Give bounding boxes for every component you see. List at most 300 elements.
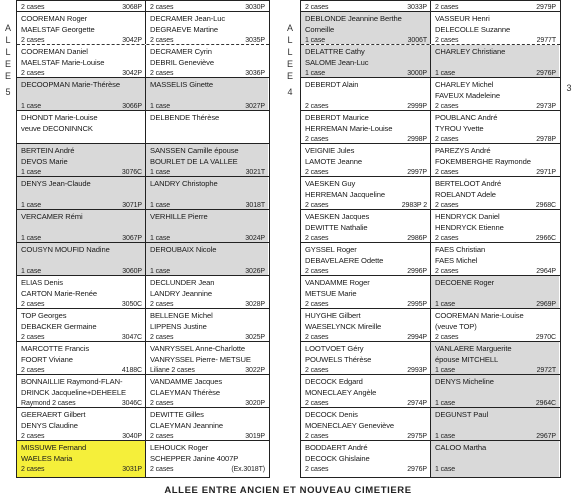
plot-name-line: HUYGHE Gilbert: [305, 311, 361, 320]
plot-name-line: COOREMAN Daniel: [21, 47, 88, 56]
plot-name-line: CALOO Martha: [435, 443, 487, 452]
plot-case-count: 1 case: [21, 235, 42, 242]
plot-name-line: TYROU Yvette: [435, 124, 484, 134]
grave-plot: [301, 1, 430, 11]
plot-reference: 3060P: [122, 268, 142, 275]
plot-reference: 3031P: [122, 466, 142, 474]
grave-plot: [430, 1, 559, 11]
plot-case-count: 1 case: [150, 268, 171, 275]
plot-name-line: CHARLEY Christiane: [435, 47, 506, 56]
plot-name-line: DECLUNDER Jean: [150, 278, 215, 287]
allee-letter: L: [287, 35, 293, 45]
plot-case-count: 2 cases: [435, 37, 459, 44]
grave-plot: [301, 144, 430, 176]
grave-plot: [430, 210, 559, 242]
plot-reference: 3025P: [245, 334, 265, 341]
grave-plot: [301, 210, 430, 242]
plot-reference: 3024P: [245, 235, 265, 242]
allee-letter: L: [5, 35, 11, 45]
plot-name-line: LOOTVOET Géry: [305, 344, 364, 353]
plot-name-line: DEGUNST Paul: [435, 410, 489, 419]
plot-name-line: BERTEIN André: [21, 146, 75, 155]
plot-case-info: [150, 167, 265, 176]
plot-case-count: 2 cases: [305, 103, 329, 110]
plot-case-count: 2 cases: [435, 136, 459, 143]
plot-reference: 3022P: [245, 367, 265, 374]
plot-case-info: [21, 68, 142, 77]
plot-case-count: 1 case: [435, 400, 456, 407]
plot-case-count: 2 cases: [435, 268, 459, 275]
plot-case-count: 2 cases: [435, 334, 459, 341]
plot-name-line: MASSELIS Ginette: [150, 80, 213, 89]
plot-case-count: 1 case: [150, 202, 171, 209]
plot-reference: 3036P: [245, 70, 265, 77]
plot-case-info: [435, 398, 556, 407]
plot-case-count: 2 cases: [21, 37, 45, 44]
grave-plot: [17, 1, 145, 11]
grave-plot: [301, 375, 430, 407]
plot-case-count: 1 case: [305, 37, 326, 44]
grave-row: [17, 77, 269, 110]
plot-case-count: Raymond 2 cases: [21, 400, 76, 407]
grave-plot: [430, 375, 559, 407]
grave-row: [17, 11, 269, 44]
plot-name-line: MAELSTAF Georgette: [21, 25, 95, 35]
plot-case-count: 2 cases: [305, 235, 329, 242]
plot-reference: (Ex.3018T): [231, 466, 265, 474]
grave-plot: [17, 111, 145, 143]
plot-case-info: [435, 2, 556, 11]
plot-case-count: 2 cases: [435, 4, 459, 11]
plot-reference: 2994P: [407, 334, 427, 341]
plot-case-count: 1 case: [21, 202, 42, 209]
plot-reference: 2973P: [536, 103, 556, 110]
plot-case-info: [21, 365, 142, 374]
plot-case-count: 2 cases: [21, 334, 45, 341]
plot-name-line: DENYS Micheline: [435, 377, 494, 386]
plot-case-count: 2 cases: [305, 334, 329, 341]
grave-row: [301, 11, 560, 44]
allee-3-label: [563, 82, 575, 94]
plot-reference: 2999P: [407, 103, 427, 110]
grave-plot: [430, 441, 559, 477]
allee-letter: E: [286, 59, 293, 69]
plot-case-info: [305, 398, 427, 407]
grave-plot: [301, 111, 430, 143]
plot-name-line: CLAEYMAN Thérèse: [150, 388, 221, 398]
plot-name-line: DEVOS Marie: [21, 157, 68, 167]
plot-case-count: 2 cases: [150, 400, 174, 407]
plot-reference: 3021T: [245, 169, 265, 176]
grave-plot: [301, 408, 430, 440]
allee-letter: E: [4, 59, 11, 69]
plot-case-count: 2 cases: [150, 433, 174, 440]
plot-name-line: BELLENGE Michel: [150, 311, 213, 320]
plot-case-count: 2 cases: [21, 433, 45, 440]
plot-reference: 2995P: [407, 301, 427, 308]
plot-case-info: [305, 200, 427, 209]
plot-reference: 2967P: [536, 433, 556, 440]
plot-case-count: 2 cases: [305, 301, 329, 308]
plot-case-info: [435, 464, 556, 475]
plot-name-line: DEBAVELAERE Odette: [305, 256, 384, 266]
plot-reference: 2975P: [407, 433, 427, 440]
plot-name-line: GYSSEL Roger: [305, 245, 357, 254]
plot-reference: 2997P: [407, 169, 427, 176]
plot-name-line: VANDAMME Jacques: [150, 377, 223, 386]
plot-reference: 2964P: [536, 268, 556, 275]
plot-name-line: COUSYN MOUFID Nadine: [21, 245, 110, 254]
plot-name-line: DEGRAEVE Martine: [150, 25, 219, 35]
grave-plot: [301, 342, 430, 374]
plot-name-line: (veuve TOP): [435, 322, 477, 332]
grave-plot: [17, 441, 145, 477]
plot-name-line: WAELES Maria: [21, 454, 73, 464]
plot-case-count: 1 case: [435, 70, 456, 77]
plot-reference: 3040P: [122, 433, 142, 440]
plot-case-count: 2 cases: [305, 268, 329, 275]
plot-name-line: HENDRYCK Etienne: [435, 223, 504, 233]
plot-case-info: [21, 233, 142, 242]
plot-reference: 2986P: [407, 235, 427, 242]
grave-row: [17, 0, 269, 11]
plot-reference: 2993P: [407, 367, 427, 374]
grave-row: [17, 176, 269, 209]
plot-reference: 2968C: [535, 202, 556, 209]
plot-name-line: VANRYSSEL Pierre- METSUE: [150, 355, 251, 365]
grave-plot: [301, 45, 430, 77]
plot-name-line: DELBENDE Thérèse: [150, 113, 220, 122]
plot-name-line: BERTELOOT André: [435, 179, 502, 188]
plot-case-info: [435, 233, 556, 242]
grave-plot: [430, 177, 559, 209]
grave-plot: [17, 309, 145, 341]
plot-name-line: ELIAS Denis: [21, 278, 63, 287]
plot-reference: 3046C: [121, 400, 142, 407]
plot-case-info: [21, 431, 142, 440]
plot-name-line: DRINCK Jacqueline+DEHEELE: [21, 388, 126, 398]
plot-case-info: [21, 167, 142, 176]
grave-plot: [301, 243, 430, 275]
plot-case-info: [435, 134, 556, 143]
plot-reference: 3027P: [245, 103, 265, 110]
plot-reference: 2979P: [536, 4, 556, 11]
plot-name-line: SALOME Jean-Luc: [305, 58, 369, 68]
plot-case-count: 2 cases: [150, 466, 174, 474]
plot-case-info: [435, 299, 556, 308]
plot-case-count: 2 cases: [435, 169, 459, 176]
plot-reference: 3030P: [245, 4, 265, 11]
plot-case-count: 1 case: [435, 367, 456, 374]
plot-reference: 3066P: [122, 103, 142, 110]
plot-name-line: FAES Christian: [435, 245, 486, 254]
plot-name-line: COOREMAN Marie-Louise: [435, 311, 524, 320]
allee-letter: E: [4, 71, 11, 81]
grave-plot: [430, 243, 559, 275]
plot-name-line: LANDRY Jeannine: [150, 289, 212, 299]
grave-row: [301, 341, 560, 374]
grave-plot: [145, 144, 268, 176]
plot-reference: 2976P: [536, 70, 556, 77]
plot-case-info: [21, 398, 142, 407]
plot-name-line: VAESKEN Jacques: [305, 212, 370, 221]
plot-reference: 3042P: [122, 70, 142, 77]
grave-plot: [430, 45, 559, 77]
plot-case-info: [21, 35, 142, 44]
plot-case-info: [435, 68, 556, 77]
plot-name-line: SANSSEN Camille épouse: [150, 146, 239, 155]
plot-case-count: 1 case: [305, 70, 326, 77]
allee-letter: L: [5, 47, 11, 57]
grave-plot: [17, 45, 145, 77]
plot-case-info: [435, 332, 556, 341]
plot-name-line: VANDAMME Roger: [305, 278, 370, 287]
plot-case-count: 1 case: [21, 103, 42, 110]
plot-reference: 2977T: [536, 37, 556, 44]
plot-name-line: FAES Michel: [435, 256, 478, 266]
plot-case-info: [435, 35, 556, 44]
grave-plot: [430, 144, 559, 176]
plot-case-count: 2 cases: [435, 235, 459, 242]
plot-case-info: [21, 2, 142, 11]
plot-reference: 3006T: [407, 37, 427, 44]
grave-row: [17, 275, 269, 308]
plot-reference: 3035P: [245, 37, 265, 44]
plot-reference: 2966C: [535, 235, 556, 242]
plot-name-line: DECOOPMAN Marie-Thérèse: [21, 80, 120, 89]
plot-reference: 4188C: [121, 367, 142, 374]
plot-case-info: [435, 365, 556, 374]
plot-name-line: BOURLET DE LA VALLEE: [150, 157, 238, 167]
plot-reference: 2974P: [407, 400, 427, 407]
plot-name-line: Corneille: [305, 25, 335, 35]
grave-row: [17, 44, 269, 77]
plot-case-info: [21, 101, 142, 110]
plot-name-line: LAMOTE Jeanne: [305, 157, 362, 167]
plot-name-line: veuve DECONINNCK: [21, 124, 93, 134]
plot-case-info: [305, 431, 427, 440]
plot-name-line: WAESELYNCK Mireille: [305, 322, 382, 332]
plot-case-info: [435, 101, 556, 110]
plot-name-line: DEBRIL Geneviève: [150, 58, 214, 68]
plot-name-line: LANDRY Christophe: [150, 179, 218, 188]
plot-reference: 3076C: [121, 169, 142, 176]
plot-name-line: BODDAERT André: [305, 443, 368, 452]
allee-footer: ALLEE ENTRE ANCIEN ET NOUVEAU CIMETIERE: [164, 485, 412, 496]
grave-plot: [430, 78, 559, 110]
plot-name-line: CLAEYMAN Jeannine: [150, 421, 224, 431]
plot-case-info: [21, 332, 142, 341]
grave-plot: [17, 210, 145, 242]
plot-reference: 2998P: [407, 136, 427, 143]
grave-plot: [145, 45, 268, 77]
plot-case-count: 2 cases: [305, 367, 329, 374]
plot-case-info: [305, 299, 427, 308]
plot-case-count: 2 cases: [21, 70, 45, 77]
plot-case-count: 2 cases: [21, 4, 45, 11]
plot-name-line: METSUE Marie: [305, 289, 357, 299]
grave-plot: [430, 408, 559, 440]
plot-reference: 3028P: [245, 301, 265, 308]
plot-name-line: MONECLAEY Angèle: [305, 388, 377, 398]
plot-name-line: VAESKEN Guy: [305, 179, 356, 188]
grave-plot: [145, 111, 268, 143]
plot-case-count: 1 case: [435, 301, 456, 308]
grave-row: [301, 110, 560, 143]
plot-name-line: DECOCK Ghislaine: [305, 454, 370, 464]
grave-row: [17, 242, 269, 275]
grave-plot: [430, 276, 559, 308]
plot-name-line: FOKEMBERGHE Raymonde: [435, 157, 531, 167]
plot-name-line: MISSUWE Fernand: [21, 443, 87, 452]
grave-plot: [430, 111, 559, 143]
allee-letter: A: [286, 23, 293, 33]
plot-reference: 3019P: [245, 433, 265, 440]
grave-plot: [145, 342, 268, 374]
plot-name-line: DHONDT Marie-Louise: [21, 113, 98, 122]
plot-reference: 3000P: [407, 70, 427, 77]
allee-letter: E: [286, 71, 293, 81]
grave-plot: [145, 309, 268, 341]
plot-case-info: [305, 365, 427, 374]
plot-name-line: FOORT Viviane: [21, 355, 73, 365]
grave-row: [17, 143, 269, 176]
plot-name-line: VASSEUR Henri: [435, 14, 490, 23]
plot-name-line: VANRYSSEL Anne-Charlotte: [150, 344, 245, 353]
plot-name-line: MAELSTAF Marie-Louise: [21, 58, 105, 68]
plot-case-count: 2 cases: [305, 466, 329, 474]
plot-case-info: [150, 233, 265, 242]
grave-plot: [301, 12, 430, 44]
plot-case-info: [305, 134, 427, 143]
plot-case-count: 2 cases: [21, 301, 45, 308]
plot-case-info: [150, 431, 265, 440]
plot-case-count: 2 cases: [305, 4, 329, 11]
allee-5-label: [2, 22, 14, 98]
plot-case-info: [21, 299, 142, 308]
allee-number: 4: [287, 87, 293, 97]
plot-case-count: 2 cases: [435, 103, 459, 110]
grave-plot: [145, 375, 268, 407]
grave-row: [301, 242, 560, 275]
plot-reference: 2983P 2: [401, 202, 427, 209]
plot-case-info: [435, 200, 556, 209]
grave-row: [301, 407, 560, 440]
plot-case-info: [305, 266, 427, 275]
plot-name-line: COOREMAN Roger: [21, 14, 88, 23]
plot-case-count: 1 case: [435, 433, 456, 440]
plot-name-line: DEBERDT Alain: [305, 80, 359, 89]
grave-plot: [145, 1, 268, 11]
plot-reference: 3047C: [121, 334, 142, 341]
plot-case-info: [150, 365, 265, 374]
grave-plot: [17, 342, 145, 374]
plot-case-info: [21, 200, 142, 209]
grave-plot: [17, 243, 145, 275]
plot-case-info: [305, 35, 427, 44]
plot-case-count: 2 cases: [150, 334, 174, 341]
grave-row: [301, 440, 560, 477]
plot-case-info: [150, 35, 265, 44]
grave-plot: [301, 441, 430, 477]
plot-name-line: TOP Georges: [21, 311, 67, 320]
plot-name-line: VEIGNIE Jules: [305, 146, 355, 155]
plot-reference: 2970C: [535, 334, 556, 341]
allee-letter: L: [287, 47, 293, 57]
plot-case-info: [150, 2, 265, 11]
plot-reference: 2972T: [536, 367, 556, 374]
plot-reference: 3071P: [122, 202, 142, 209]
plot-name-line: DEWITTE Gilles: [150, 410, 204, 419]
plot-case-count: 2 cases: [305, 433, 329, 440]
grave-row: [301, 143, 560, 176]
grave-row: [17, 341, 269, 374]
plot-name-line: LEHOUCK Roger: [150, 443, 209, 452]
plot-name-line: DEBERDT Maurice: [305, 113, 369, 122]
plot-reference: 2964C: [535, 400, 556, 407]
grave-plot: [145, 408, 268, 440]
grave-plot: [17, 78, 145, 110]
grave-plot: [145, 78, 268, 110]
grave-plot: [301, 177, 430, 209]
grave-plot: [145, 177, 268, 209]
grave-plot: [17, 12, 145, 44]
plot-case-count: 2 cases: [150, 70, 174, 77]
plot-reference: 3042P: [122, 37, 142, 44]
plot-case-count: 2 cases: [150, 4, 174, 11]
grave-plot: [145, 243, 268, 275]
plot-name-line: CHARLEY Michel: [435, 80, 494, 89]
plot-name-line: DECOCK Denis: [305, 410, 358, 419]
grave-row: [301, 44, 560, 77]
grave-row: [17, 407, 269, 440]
plot-case-count: 2 cases: [150, 37, 174, 44]
grave-plot: [430, 12, 559, 44]
plot-name-line: HERREMAN Jacqueline: [305, 190, 385, 200]
plot-case-info: [305, 464, 427, 475]
plot-case-info: [305, 101, 427, 110]
grave-row: [301, 77, 560, 110]
plot-case-info: [305, 332, 427, 341]
plot-name-line: DECOENE Roger: [435, 278, 495, 287]
plot-case-info: [150, 398, 265, 407]
plot-name-line: VANLAERE Marguerite: [435, 344, 512, 353]
grave-plot: [17, 276, 145, 308]
plot-case-count: Liliane 2 cases: [150, 367, 195, 374]
grave-row: [17, 440, 269, 477]
plot-reference: 2971P: [536, 169, 556, 176]
grave-row: [17, 209, 269, 242]
plot-case-info: [435, 431, 556, 440]
plot-reference: 2996P: [407, 268, 427, 275]
plot-name-line: HENDRYCK Daniel: [435, 212, 500, 221]
grave-plot: [145, 441, 268, 477]
plot-case-count: 2 cases: [21, 466, 45, 474]
grave-plot: [145, 276, 268, 308]
grave-plot: [17, 144, 145, 176]
grave-row: [17, 110, 269, 143]
plot-name-line: GEERAERT Gilbert: [21, 410, 86, 419]
plot-case-info: [305, 233, 427, 242]
grave-plot: [301, 78, 430, 110]
plot-case-count: 1 case: [150, 235, 171, 242]
grave-plot: [145, 210, 268, 242]
plot-case-info: [150, 68, 265, 77]
allee-number: 5: [5, 87, 11, 97]
plot-case-count: 1 case: [150, 169, 171, 176]
plot-case-count: 1 case: [21, 268, 42, 275]
plot-reference: 3068P: [122, 4, 142, 11]
